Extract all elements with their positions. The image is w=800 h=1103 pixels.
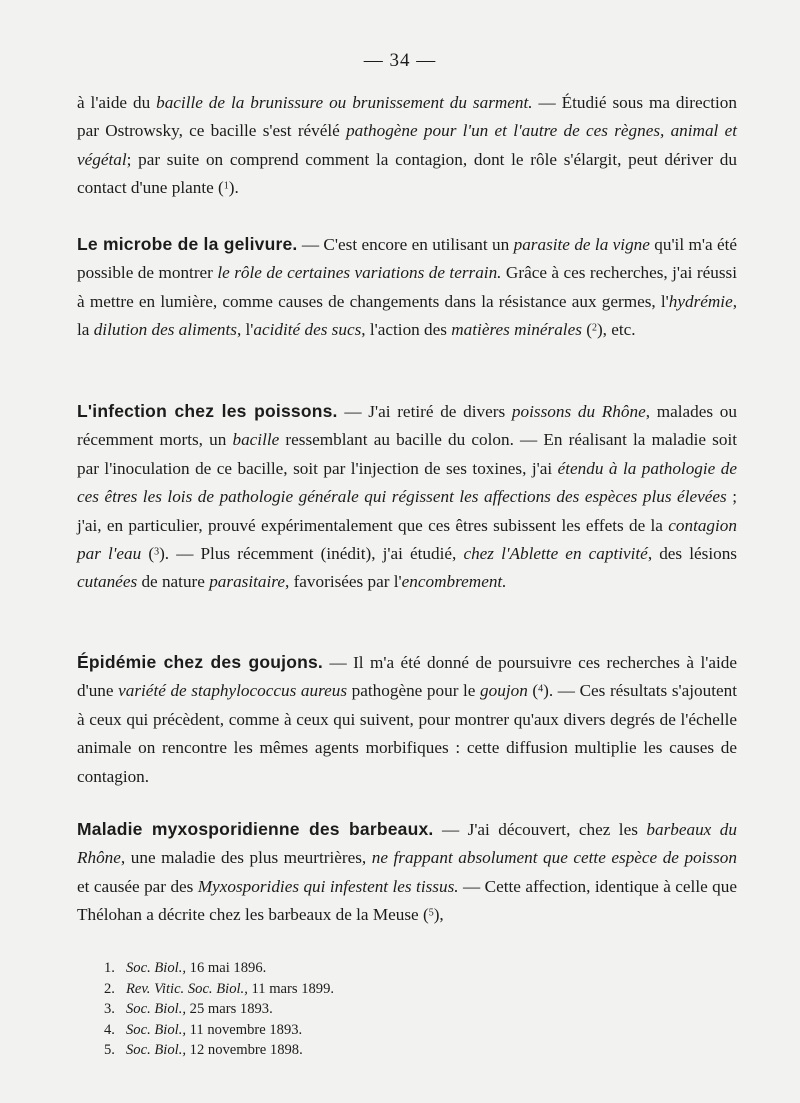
footnote: 4. Soc. Biol., 11 novembre 1893. (104, 1021, 303, 1038)
italic-text: bacille de la brunissure ou brunissement du sarment. (156, 93, 533, 112)
body-text: ; j'ai, en particulier, prouvé expérimentalement que ces êtres subissent les effets de la (77, 487, 737, 535)
italic-text: goujon (480, 681, 528, 701)
body-text: , une maladie des plus meurtrières, (120, 848, 372, 868)
body-text: ), etc. (596, 320, 636, 340)
footnote-ref: 5 (428, 907, 434, 919)
body-text: et causée par des (77, 876, 198, 896)
italic-text: parasitaire (209, 572, 285, 592)
italic-text: cutanées (77, 572, 138, 592)
body-text: , l'action des (361, 320, 452, 340)
body-text: à l'aide du (77, 93, 157, 112)
section-heading: L'infection chez les poissons. (77, 401, 338, 421)
italic-text: variété de staphylococcus aureus (118, 681, 348, 701)
body-text: ( (527, 681, 539, 701)
body-text: ( (581, 320, 592, 340)
page-number: — 34 — (363, 50, 437, 71)
footnote-ref: 1 (223, 180, 229, 192)
body-text: ), (433, 905, 444, 925)
italic-text: encombrement. (401, 572, 507, 592)
body-text: ressemblant au bacille du colon. — En réalisant la maladie soit par l'inoculation de ce bacille, soit par l'injection de ses toxines, j'ai (77, 430, 737, 478)
italic-text: acidité des sucs (253, 320, 362, 340)
section-heading: Maladie myxosporidienne des barbeaux. (77, 819, 434, 839)
body-text: ; par suite on comprend comment la contagion, dont le rôle s'élargit, peut dériver du contact d'une plante ( (77, 149, 737, 198)
body-text: — Il m'a été donné de poursuivre ces recherches à l'aide d'une (77, 653, 737, 701)
italic-text: ne frappant absolument que cette espèce de poisson (371, 848, 737, 868)
paragraph-epidemie-goujons (77, 648, 737, 791)
italic-text: le rôle de certaines variations de terrain. (217, 263, 502, 283)
italic-text: dilution des aliments (93, 320, 237, 340)
body-text: ). (228, 178, 239, 198)
body-text: — J'ai découvert, chez les (433, 820, 647, 839)
footnote: 2. Rev. Vitic. Soc. Biol., 11 mars 1899. (104, 980, 335, 997)
footnote: 1. Soc. Biol., 16 mai 1896. (104, 960, 267, 976)
body-text: — J'ai retiré de divers (337, 402, 512, 421)
paragraph-maladie-barbeaux (77, 815, 737, 930)
body-text: — Cette affection, identique à celle que Thélohan a décrite chez les barbeaux de la Meuse ( (77, 876, 737, 925)
paragraph-microbe-gelivure (77, 230, 737, 345)
italic-text: poissons du Rhône (511, 402, 646, 421)
footnotes (104, 958, 604, 1061)
footnote: 3. Soc. Biol., 25 mars 1893. (104, 1001, 273, 1018)
body-text: qu'il m'a été possible de montrer (77, 235, 737, 283)
section-heading: Épidémie chez des goujons. (77, 652, 323, 672)
italic-text: contagion par l'eau (77, 515, 737, 564)
body-text: — Étudié sous ma direction par Ostrowsky, ce bacille s'est révélé (77, 93, 737, 141)
italic-text: bacille (232, 430, 280, 450)
body-text: pathogène pour le (347, 681, 481, 701)
body-text: ). — Ces résultats s'ajoutent à ceux qui précèdent, comme à ceux qui suivent, pour montrer qu'aux divers degrés de l'échelle animale on rencontre les mêmes agents morbifiques : cette diffusion multiplie les causes de contagion. (77, 681, 737, 786)
body-text: , la (77, 291, 737, 340)
italic-text: chez l'Ablette en captivité (463, 544, 648, 564)
italic-text: matières minérales (451, 320, 582, 340)
body-text: ). — Plus récemment (inédit), j'ai étudié, (159, 544, 464, 564)
italic-text: pathogène pour l'un et l'autre de ces règnes, animal et végétal (77, 121, 737, 169)
section-heading: Le microbe de la gelivure. (77, 234, 298, 254)
body-text: , favorisées par l' (284, 572, 402, 592)
footnote-ref: 2 (591, 322, 597, 334)
body-text: Grâce à ces recherches, j'ai réussi à mettre en lumière, comme causes de changements dans la résistance aux germes, l' (77, 263, 738, 311)
italic-text: parasite de la vigne (513, 235, 650, 254)
italic-text: hydrémie (668, 291, 733, 311)
italic-text: Myxosporidies qui infestent les tissus. (197, 876, 459, 896)
footnote-ref: 4 (538, 683, 544, 695)
footnote-ref: 3 (154, 546, 160, 558)
paragraph-bacille-brunissure (77, 89, 737, 203)
body-text: , malades ou récemment morts, un (77, 402, 737, 450)
italic-text: barbeaux du Rhône (77, 820, 737, 868)
body-text: , l' (236, 320, 254, 340)
italic-text: étendu à la pathologie de ces êtres les lois de pathologie générale qui régissent les affections des espèces plus élevées (77, 458, 737, 507)
paragraph-infection-poissons (77, 397, 737, 597)
body-text: de nature (137, 572, 210, 592)
body-text: ( (141, 544, 155, 564)
body-text: — C'est encore en utilisant un (297, 235, 514, 254)
footnote: 5. Soc. Biol., 12 novembre 1898. (104, 1042, 303, 1059)
body-text: , des lésions (647, 544, 737, 564)
